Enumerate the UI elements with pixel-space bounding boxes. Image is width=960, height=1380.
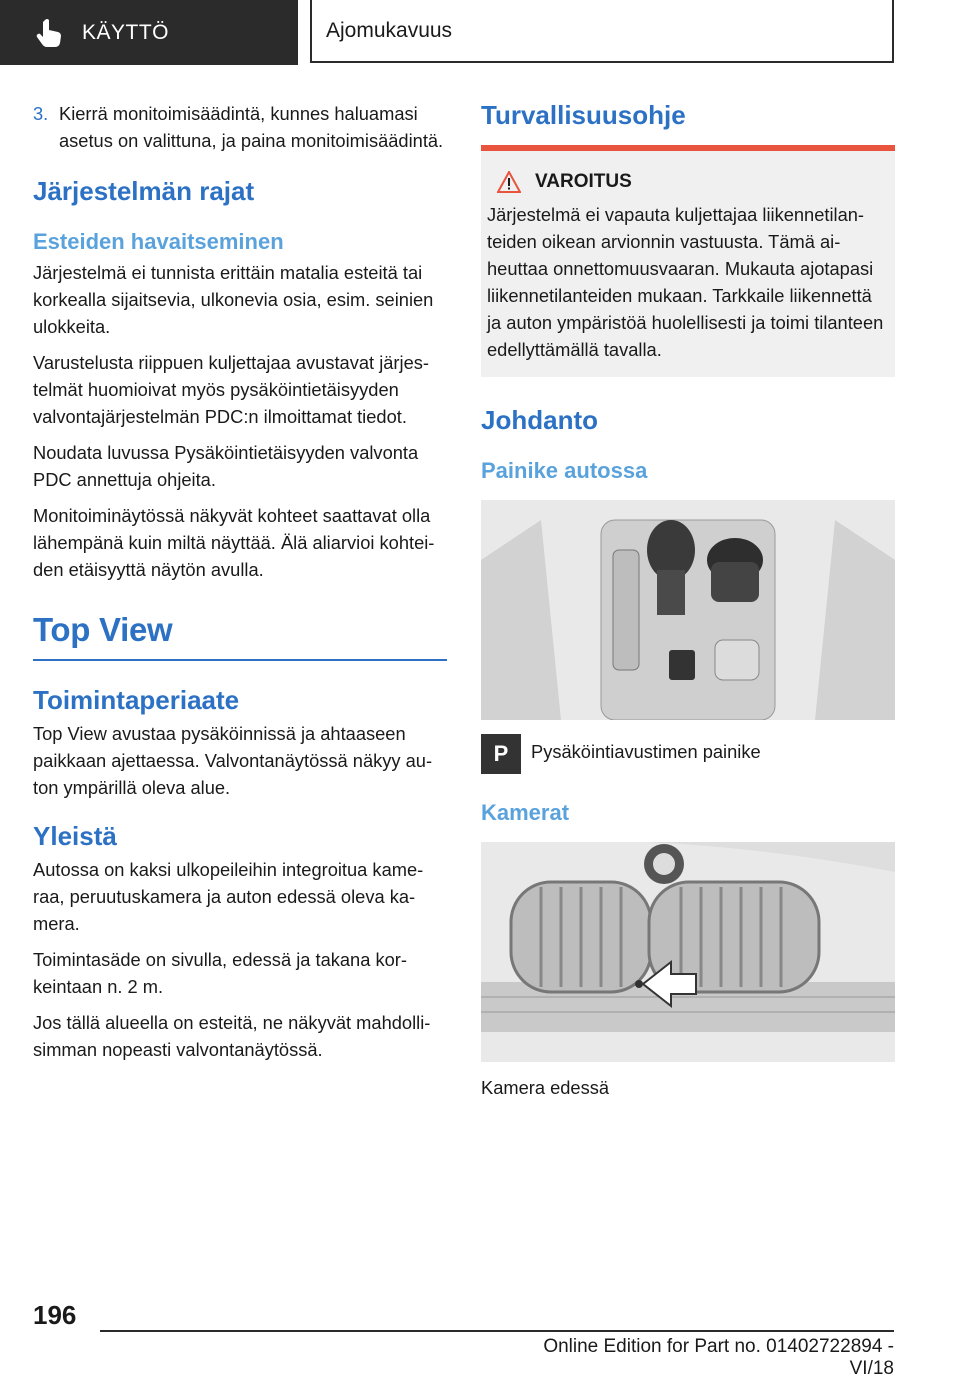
footer-rule	[100, 1330, 894, 1332]
paragraph: Autossa on kaksi ulkopeileihin integroitua kameraa, peruutuskamera ja auton edessä oleva kamera.	[33, 859, 424, 934]
warning-header	[487, 171, 887, 193]
general-heading: Yleistä	[33, 821, 117, 851]
park-assist-button-icon: P	[481, 734, 521, 774]
button-in-car-heading: Painike autossa	[481, 458, 648, 483]
cameras-heading: Kamerat	[481, 800, 570, 825]
left-column	[33, 100, 447, 1072]
safety-heading: Turvallisuusohje	[481, 100, 686, 130]
operating-principle-heading: Toimintaperiaate	[33, 685, 240, 715]
button-caption-row	[481, 734, 895, 774]
center-console-image	[481, 500, 895, 720]
warning-label: VAROITUS	[535, 171, 632, 192]
center-console-illustration	[481, 500, 895, 720]
paragraph: Jos tällä alueella on esteitä, ne näkyvät mahdollisimman nopeasti valvontanäytössä.	[33, 1012, 431, 1060]
section-tab[interactable]	[0, 0, 298, 65]
paragraph: Noudata luvussa Pysäköintietäisyyden valvonta PDC annettuja ohjeita.	[33, 442, 419, 490]
hand-pointer-icon	[36, 18, 64, 48]
camera-caption: Kamera edessä	[481, 1077, 610, 1098]
heading-rule	[33, 659, 447, 661]
right-column	[481, 100, 895, 1110]
paragraph: Varustelusta riippuen kuljettajaa avustavat järjestelmät huomioivat myös pysäköintietäisyyden valvontajärjestelmän PDC:n ilmoittamat tiedot.	[33, 352, 429, 427]
top-view-heading: Top View	[33, 611, 173, 648]
front-camera-illustration	[481, 842, 895, 1062]
obstacle-detection-heading: Esteiden havaitseminen	[33, 229, 284, 254]
paragraph: Monitoiminäytössä näkyvät kohteet saattavat olla lähempänä kuin miltä näyttää. Älä aliarvioi kohteiden etäisyyttä näytön avulla.	[33, 505, 435, 580]
page-number: 196	[33, 1300, 77, 1330]
chapter-title: Ajomukavuus	[310, 0, 894, 63]
introduction-heading: Johdanto	[481, 405, 598, 435]
warning-text: Järjestelmä ei vapauta kuljettajaa liikennetilanteiden oikean arvionnin vastuusta. Tämä aiheuttaa onnettomuusvaaran. Mukauta ajotapasi liikennetilanteiden mukaan. Tarkkaile liikennettä ja auton ympäristöä huolellisesti ja toimi tilanteen edellyttämällä tavalla.	[487, 204, 884, 360]
paragraph: Toimintasäde on sivulla, edessä ja takana korkeintaan n. 2 m.	[33, 949, 407, 997]
step-text: Kierrä monitoimisäädintä, kunnes haluamasi asetus on valittuna, ja paina monitoimisäädintä.	[59, 103, 444, 151]
step-3	[33, 100, 447, 154]
paragraph: Top View avustaa pysäköinnissä ja ahtaaseen paikkaan ajettaessa. Valvontanäytössä näkyy auton ympärillä oleva alue.	[33, 723, 433, 798]
paragraph: Järjestelmä ei tunnista erittäin matalia esteitä tai korkealla sijaitsevia, ulkonevia osia, esim. seinien ulokkeita.	[33, 262, 434, 337]
edition-text: Online Edition for Part no. 01402722894 - VI/18	[543, 1336, 894, 1379]
warning-box	[481, 145, 895, 377]
step-number: 3.	[33, 103, 49, 124]
button-caption: Pysäköintiavustimen painike	[531, 741, 761, 762]
warning-triangle-icon	[497, 171, 521, 193]
system-limits-heading: Järjestelmän rajat	[33, 176, 255, 206]
front-camera-image	[481, 842, 895, 1062]
section-label: KÄYTTÖ	[82, 20, 170, 44]
